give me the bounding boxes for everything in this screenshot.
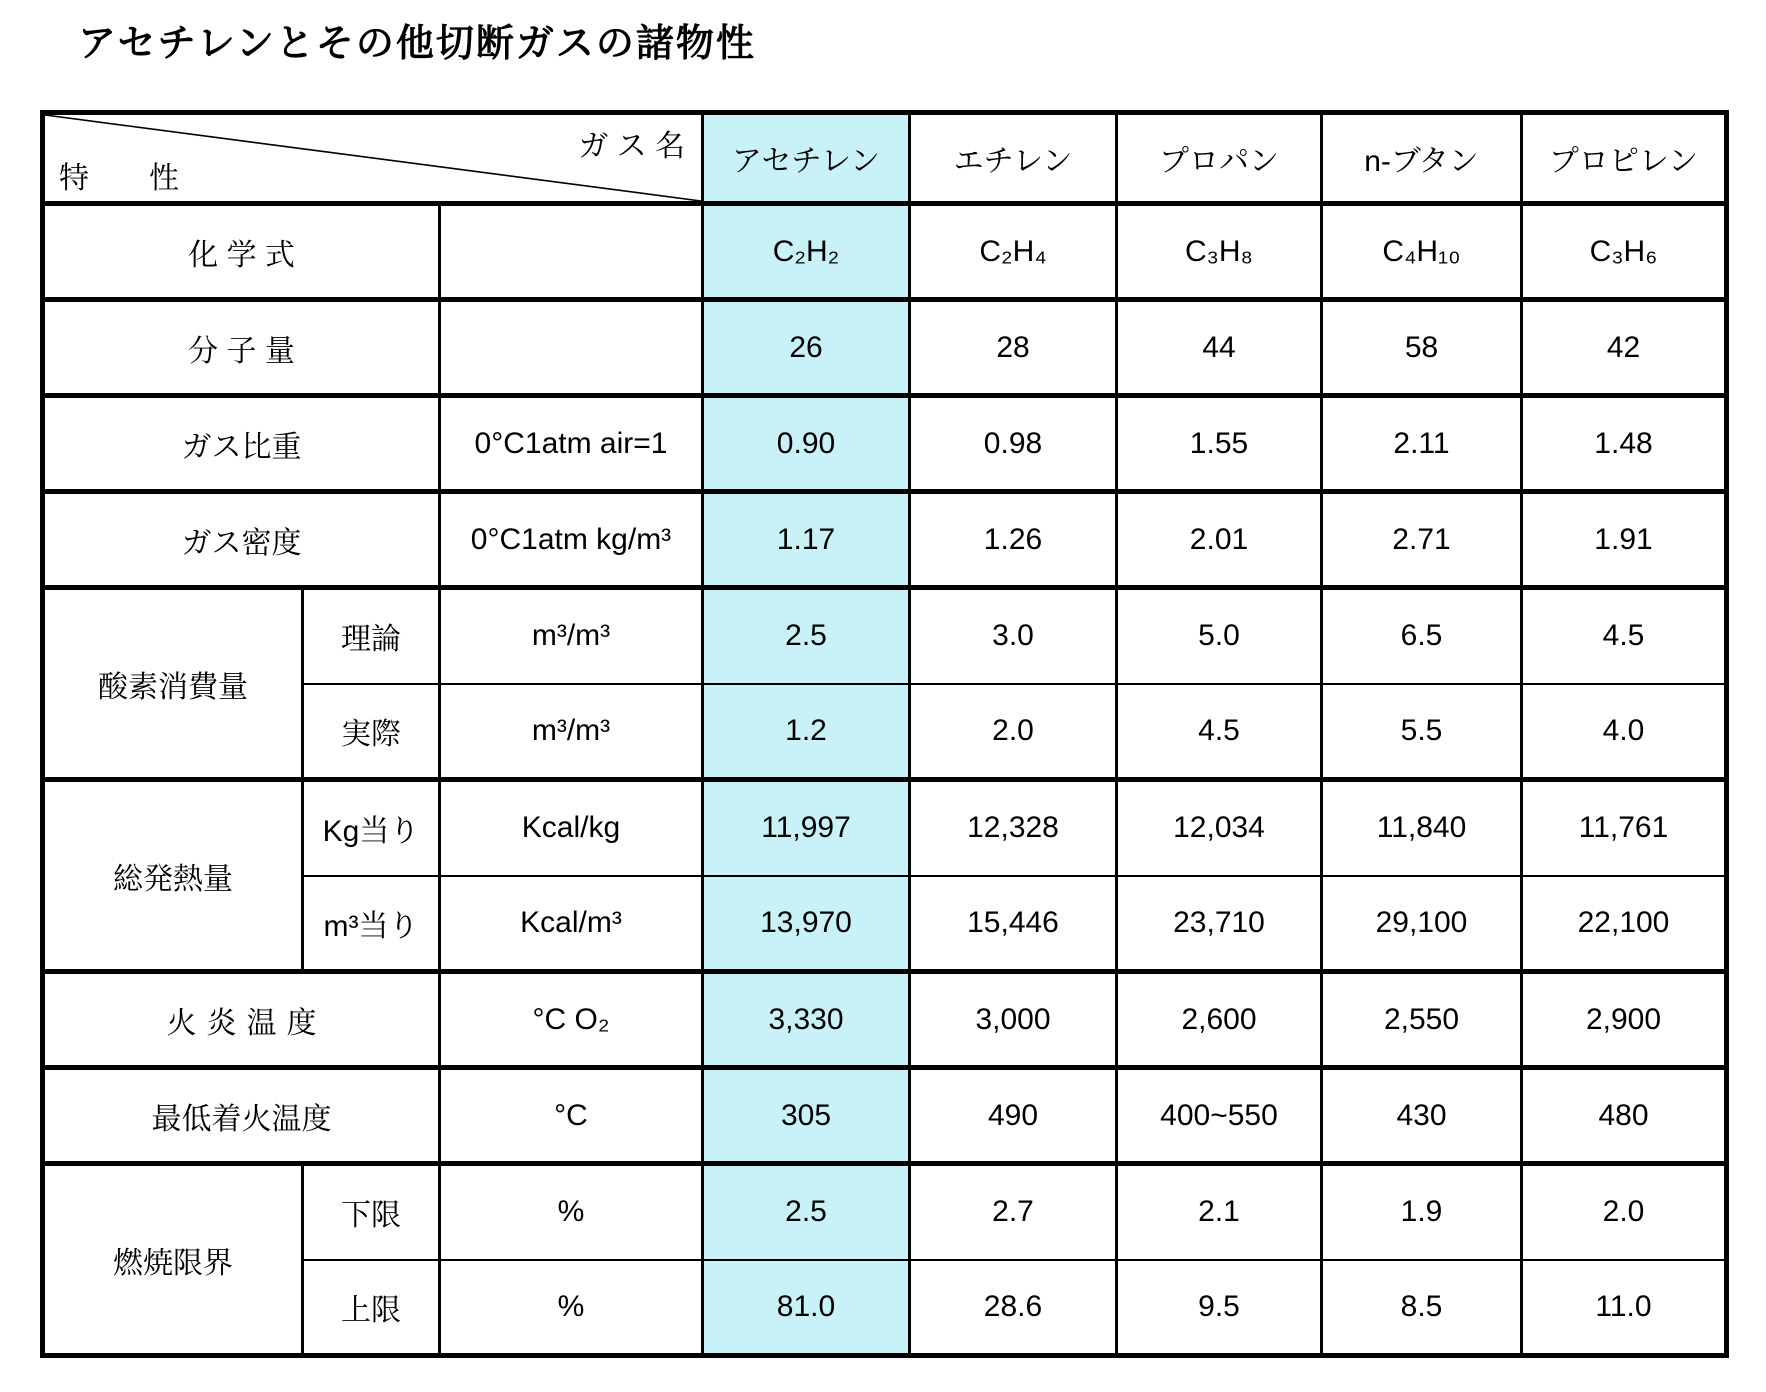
value-cell: 2.5: [703, 1164, 910, 1260]
value-cell: 1.9: [1322, 1164, 1522, 1260]
col-header-propylene: プロピレン: [1522, 113, 1727, 204]
value-cell: 430: [1322, 1068, 1522, 1164]
value-cell: 11,761: [1522, 780, 1727, 876]
value-cell: 480: [1522, 1068, 1727, 1164]
value-cell: 1.17: [703, 492, 910, 588]
value-cell: 81.0: [703, 1260, 910, 1356]
value-cell: 6.5: [1322, 588, 1522, 684]
row-label: 分 子 量: [43, 300, 440, 396]
value-cell: 3,000: [910, 972, 1117, 1068]
col-header-acetylene: アセチレン: [703, 113, 910, 204]
value-cell: 23,710: [1117, 876, 1322, 972]
row-unit: m³/m³: [440, 684, 703, 780]
value-cell: 2.7: [910, 1164, 1117, 1260]
row-unit: m³/m³: [440, 588, 703, 684]
row-group-label: 酸素消費量: [43, 588, 303, 780]
value-cell: 11,840: [1322, 780, 1522, 876]
value-cell: 2.1: [1117, 1164, 1322, 1260]
row-unit: [440, 204, 703, 300]
value-cell: 29,100: [1322, 876, 1522, 972]
row-unit: 0°C1atm kg/m³: [440, 492, 703, 588]
value-cell: 2,600: [1117, 972, 1322, 1068]
value-cell: 400~550: [1117, 1068, 1322, 1164]
value-cell: 44: [1117, 300, 1322, 396]
value-cell: 11.0: [1522, 1260, 1727, 1356]
col-header-n-butane: n-ブタン: [1322, 113, 1522, 204]
value-cell: 8.5: [1322, 1260, 1522, 1356]
value-cell: 2.0: [1522, 1164, 1727, 1260]
value-cell: 12,034: [1117, 780, 1322, 876]
row-unit: Kcal/kg: [440, 780, 703, 876]
corner-header: [43, 113, 703, 204]
row-unit: °C O₂: [440, 972, 703, 1068]
row-unit: %: [440, 1164, 703, 1260]
value-cell: 12,328: [910, 780, 1117, 876]
value-cell: 2.11: [1322, 396, 1522, 492]
value-cell: 2.01: [1117, 492, 1322, 588]
row-unit: [440, 300, 703, 396]
row-sublabel: Kg当り: [303, 780, 440, 876]
row-label: ガス密度: [43, 492, 440, 588]
value-cell: 5.5: [1322, 684, 1522, 780]
page-title: アセチレンとその他切断ガスの諸物性: [78, 23, 756, 65]
corner-gas-label: ガ ス 名: [578, 130, 685, 163]
row-sublabel: m³当り: [303, 876, 440, 972]
row-sublabel: 上限: [303, 1260, 440, 1356]
value-cell: C₂H₂: [703, 204, 910, 300]
value-cell: 2.71: [1322, 492, 1522, 588]
value-cell: 2,900: [1522, 972, 1727, 1068]
value-cell: 28: [910, 300, 1117, 396]
value-cell: C₂H₄: [910, 204, 1117, 300]
value-cell: 1.55: [1117, 396, 1322, 492]
value-cell: 1.48: [1522, 396, 1727, 492]
gas-properties-table: [40, 110, 1729, 1358]
row-sublabel: 下限: [303, 1164, 440, 1260]
row-unit: °C: [440, 1068, 703, 1164]
value-cell: 5.0: [1117, 588, 1322, 684]
value-cell: 3.0: [910, 588, 1117, 684]
value-cell: 22,100: [1522, 876, 1727, 972]
value-cell: 0.90: [703, 396, 910, 492]
value-cell: 11,997: [703, 780, 910, 876]
value-cell: C₃H₈: [1117, 204, 1322, 300]
value-cell: 4.5: [1117, 684, 1322, 780]
value-cell: 1.2: [703, 684, 910, 780]
value-cell: C₄H₁₀: [1322, 204, 1522, 300]
value-cell: 3,330: [703, 972, 910, 1068]
row-label: 化 学 式: [43, 204, 440, 300]
value-cell: 1.91: [1522, 492, 1727, 588]
value-cell: 2.0: [910, 684, 1117, 780]
value-cell: 0.98: [910, 396, 1117, 492]
value-cell: 58: [1322, 300, 1522, 396]
row-label: 最低着火温度: [43, 1068, 440, 1164]
col-header-ethylene: エチレン: [910, 113, 1117, 204]
row-unit: %: [440, 1260, 703, 1356]
value-cell: 13,970: [703, 876, 910, 972]
value-cell: 305: [703, 1068, 910, 1164]
value-cell: 2,550: [1322, 972, 1522, 1068]
value-cell: 4.0: [1522, 684, 1727, 780]
value-cell: 26: [703, 300, 910, 396]
value-cell: 4.5: [1522, 588, 1727, 684]
col-header-propane: プロパン: [1117, 113, 1322, 204]
value-cell: 28.6: [910, 1260, 1117, 1356]
row-sublabel: 理論: [303, 588, 440, 684]
value-cell: 1.26: [910, 492, 1117, 588]
row-unit: 0°C1atm air=1: [440, 396, 703, 492]
value-cell: 42: [1522, 300, 1727, 396]
row-unit: Kcal/m³: [440, 876, 703, 972]
value-cell: 9.5: [1117, 1260, 1322, 1356]
row-group-label: 総発熱量: [43, 780, 303, 972]
value-cell: 2.5: [703, 588, 910, 684]
value-cell: 490: [910, 1068, 1117, 1164]
row-label: 火炎温度: [43, 972, 440, 1068]
value-cell: C₃H₆: [1522, 204, 1727, 300]
corner-property-label: 特 性: [59, 162, 179, 195]
row-sublabel: 実際: [303, 684, 440, 780]
value-cell: 15,446: [910, 876, 1117, 972]
row-label: ガス比重: [43, 396, 440, 492]
row-group-label: 燃焼限界: [43, 1164, 303, 1356]
